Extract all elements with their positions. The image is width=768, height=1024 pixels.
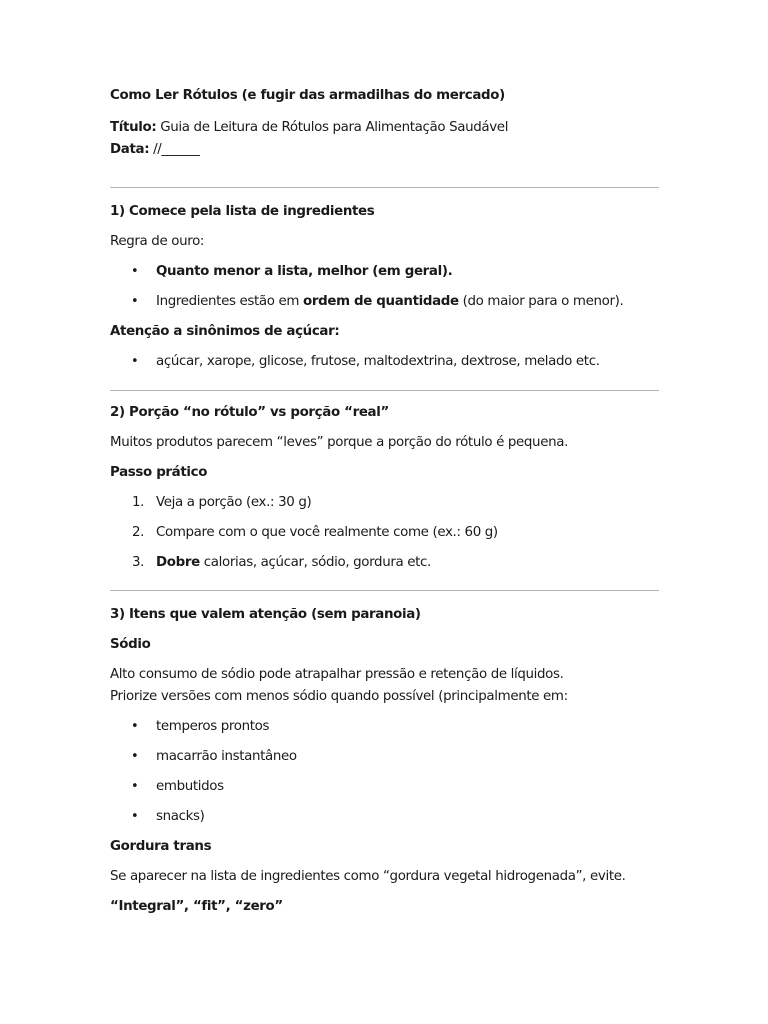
list-item: • embutidos bbox=[110, 776, 659, 798]
section2-intro: Muitos produtos parecem “leves” porque a porção do rótulo é pequena. bbox=[110, 435, 568, 450]
section3-heading: 3) Itens que valem atenção (sem paranoia) bbox=[110, 607, 421, 622]
section1-subheading: Atenção a sinônimos de açúcar: bbox=[110, 324, 340, 339]
trans-fat-text: Se aparecer na lista de ingredientes como “gordura vegetal hidrogenada”, evite. bbox=[110, 869, 626, 884]
title-line bbox=[110, 117, 659, 139]
list-item: • Ingredientes estão em ordem de quantidade (do maior para o menor). bbox=[110, 291, 659, 313]
sodium-items-list bbox=[110, 716, 659, 828]
sodium-text-line2: Priorize versões com menos sódio quando possível (principalmente em: bbox=[110, 689, 568, 704]
list-item: 3. Dobre calorias, açúcar, sódio, gordura etc. bbox=[132, 555, 431, 570]
divider bbox=[110, 390, 659, 391]
section1-heading: 1) Comece pela lista de ingredientes bbox=[110, 204, 375, 219]
list-item: • açúcar, xarope, glicose, frutose, maltodextrina, dextrose, melado etc. bbox=[110, 351, 659, 373]
divider bbox=[110, 187, 659, 188]
divider bbox=[110, 590, 659, 591]
section2-subheading: Passo prático bbox=[110, 465, 208, 480]
title-label: Título: bbox=[110, 120, 157, 135]
sodium-text-line1: Alto consumo de sódio pode atrapalhar pressão e retenção de líquidos. bbox=[110, 667, 564, 682]
list-item: • snacks) bbox=[110, 806, 659, 828]
steps-list bbox=[110, 492, 659, 574]
list-item: • Quanto menor a lista, melhor (em geral). bbox=[110, 261, 659, 283]
list-item: 1. Veja a porção (ex.: 30 g) bbox=[132, 495, 312, 510]
list-item: • temperos prontos bbox=[110, 716, 659, 738]
integral-fit-zero-heading: “Integral”, “fit”, “zero” bbox=[110, 899, 283, 914]
list-item: 2. Compare com o que você realmente come (ex.: 60 g) bbox=[132, 525, 498, 540]
date-label: Data: bbox=[110, 142, 150, 157]
sugar-synonyms-list bbox=[110, 351, 659, 373]
date-line bbox=[110, 139, 659, 161]
date-value: //______ bbox=[149, 142, 200, 157]
section2-heading: 2) Porção “no rótulo” vs porção “real” bbox=[110, 405, 389, 420]
sodium-heading: Sódio bbox=[110, 637, 151, 652]
list-item: • macarrão instantâneo bbox=[110, 746, 659, 768]
section1-list bbox=[110, 261, 659, 313]
section1-intro: Regra de ouro: bbox=[110, 234, 205, 249]
title-value: Guia de Leitura de Rótulos para Alimentação Saudável bbox=[156, 120, 509, 135]
document-title: Como Ler Rótulos (e fugir das armadilhas do mercado) bbox=[110, 88, 505, 103]
trans-fat-heading: Gordura trans bbox=[110, 839, 212, 854]
document-page bbox=[110, 85, 659, 918]
